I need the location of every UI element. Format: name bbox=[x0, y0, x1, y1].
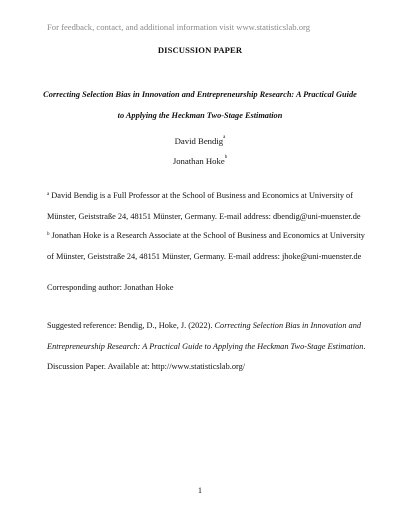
reference-line-1: Suggested reference: Bendig, D., Hoke, J. (2022). Correcting Selection Bias in Innovation and bbox=[47, 321, 361, 330]
affiliation-line: $^b$ Jonathan Hoke is a Research Associate at the School of Business and Economics at University bbox=[47, 231, 365, 240]
reference-line-3: Discussion Paper. Available at: http://www.statisticslab.org/ bbox=[47, 362, 246, 371]
reference-title: Correcting Selection Bias in Innovation and bbox=[214, 321, 361, 330]
paper-title bbox=[30, 84, 370, 126]
title-line-2: to Applying the Heckman Two-Stage Estimation bbox=[117, 111, 283, 120]
author-2 bbox=[0, 156, 400, 166]
author-mark: a bbox=[223, 135, 226, 140]
author-name: Jonathan Hoke bbox=[172, 156, 225, 166]
corresponding-author: Corresponding author: Jonathan Hoke bbox=[47, 283, 174, 292]
reference-line-2: Entrepreneurship Research: A Practical Guide to Applying the Heckman Two-Stage Estimation. bbox=[47, 341, 366, 351]
affiliation-line: Münster, Geiststraße 24, 48151 Münster, Germany. E-mail address: dbendig@uni-muenster.de bbox=[47, 211, 361, 221]
author-mark: b bbox=[224, 155, 228, 160]
reference-title: Entrepreneurship Research: A Practical Guide to Applying the Heckman Two-Stage Estimation bbox=[47, 341, 364, 351]
affiliation-line: of Münster, Geiststraße 24, 48151 Münster, Germany. E-mail address: jhoke@uni-muenster.de bbox=[47, 251, 362, 261]
page-number: 1 bbox=[197, 486, 203, 495]
suggested-reference bbox=[47, 316, 367, 378]
feedback-header: For feedback, contact, and additional information visit www.statisticslab.org bbox=[47, 22, 311, 32]
author-1 bbox=[0, 136, 400, 146]
statisticslab-link[interactable]: http://www.statisticslab.org/ bbox=[151, 362, 246, 371]
affiliation-a bbox=[47, 186, 367, 227]
document-type-label: DISCUSSION PAPER bbox=[157, 45, 243, 55]
title-line-1: Correcting Selection Bias in Innovation and Entrepreneurship Research: A Practical Guide bbox=[43, 90, 357, 99]
affiliation-mark: b bbox=[47, 232, 50, 237]
author-name: David Bendig bbox=[174, 136, 224, 146]
affiliation-line: $^a$ David Bendig is a Full Professor at the School of Business and Economics at University of bbox=[47, 191, 353, 200]
affiliation-b bbox=[47, 226, 367, 267]
affiliation-mark: a bbox=[47, 192, 50, 197]
